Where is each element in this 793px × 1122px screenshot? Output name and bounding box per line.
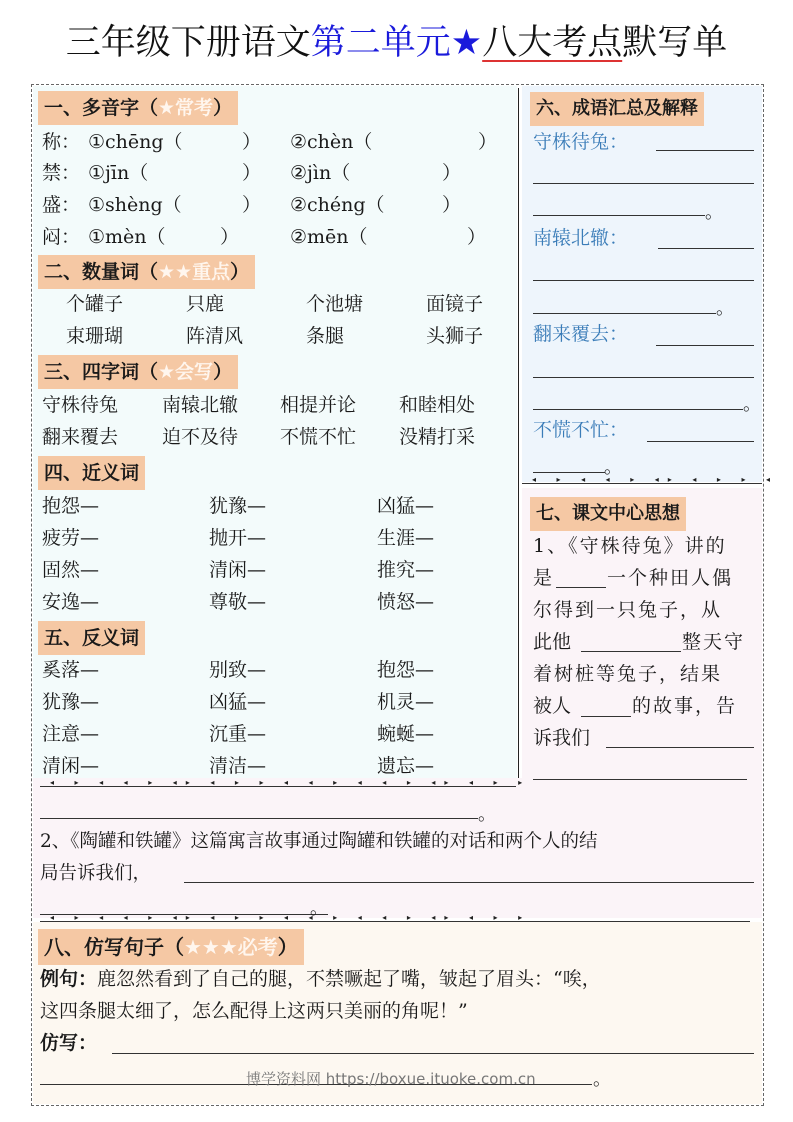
section3-heading: 三、四字词（★会写）	[38, 355, 238, 389]
imitate-answer-line[interactable]	[112, 1053, 754, 1054]
q1-line: 一个种田人偶	[607, 567, 734, 589]
answer-line[interactable]	[556, 587, 606, 588]
q1-line: 尔得到一只兔子，从	[533, 599, 723, 621]
q1-line: 被人	[533, 695, 572, 717]
section7-heading: 七、课文中心思想	[530, 497, 686, 531]
answer-line[interactable]	[647, 441, 754, 442]
period: 。	[705, 202, 723, 223]
section8-heading: 八、仿写句子（★★★必考）	[38, 929, 304, 965]
divider-left-bottom	[40, 786, 516, 788]
section5-heading: 五、反义词	[38, 621, 145, 655]
answer-line[interactable]	[533, 215, 705, 216]
q1-line: 整天守	[682, 631, 746, 653]
answer-line[interactable]	[533, 779, 747, 780]
idiom-label: 不慌不忙：	[533, 419, 629, 441]
answer-line[interactable]	[581, 651, 681, 652]
example-sentence: 例句：鹿忽然看到了自己的腿，不禁噘起了嘴，皱起了眉头：“唉，	[40, 968, 601, 990]
q2-line: 2、《陶罐和铁罐》这篇寓言故事通过陶罐和铁罐的对话和两个人的结	[40, 831, 598, 852]
watermark: 博学资料网 https://boxue.ituoke.com.cn	[246, 1070, 536, 1088]
answer-line[interactable]	[656, 345, 754, 346]
answer-line[interactable]	[533, 377, 754, 378]
answer-line[interactable]	[40, 914, 328, 915]
section4-heading: 四、近义词	[38, 456, 145, 490]
answer-line[interactable]	[656, 150, 754, 151]
answer-line[interactable]	[533, 472, 605, 473]
title-part1: 三年级下册语文	[65, 23, 311, 63]
section2-heading: 二、数量词（★★重点）	[38, 255, 255, 289]
answer-line[interactable]	[606, 747, 754, 748]
imitate-label: 仿写：	[40, 1032, 98, 1054]
period: 。	[478, 804, 496, 825]
period: 。	[593, 1069, 611, 1090]
period: 。	[604, 457, 622, 478]
q1-line: 是	[533, 567, 553, 589]
period: 。	[716, 298, 734, 319]
answer-line[interactable]	[581, 716, 631, 717]
page-title	[0, 18, 793, 68]
example-sentence-line2: 这四条腿太细了，怎么配得上这两只美丽的角呢！”	[40, 1000, 468, 1022]
q2-line: 局告诉我们，	[40, 863, 152, 884]
q1-line: 的故事，告	[632, 695, 738, 717]
title-part4: 默写单	[622, 23, 728, 63]
q1-line: 着树桩等兔子，结果	[533, 663, 723, 685]
column-divider	[518, 88, 520, 778]
title-keypoints: 八大考点	[482, 23, 623, 63]
q1-line: 此他	[533, 631, 572, 653]
idiom-label: 翻来覆去：	[533, 323, 629, 345]
title-unit: 第二单元★	[310, 23, 483, 63]
idiom-label: 南辕北辙：	[533, 227, 629, 249]
idiom-label: 守株待兔：	[533, 131, 629, 153]
q1-line: 诉我们	[533, 727, 591, 749]
section6-heading: 六、成语汇总及解释	[530, 92, 704, 126]
answer-line[interactable]	[658, 248, 754, 249]
divider-right	[522, 483, 762, 485]
q1-line: 1、《守株待兔》讲的	[533, 535, 727, 557]
answer-line[interactable]	[533, 409, 743, 410]
answer-line[interactable]	[533, 313, 716, 314]
answer-line[interactable]	[40, 818, 478, 819]
answer-line[interactable]	[533, 280, 754, 281]
divider-section8	[40, 921, 750, 923]
answer-line[interactable]	[184, 882, 754, 883]
period: 。	[310, 898, 328, 919]
period: 。	[743, 394, 761, 415]
answer-line[interactable]	[533, 183, 754, 184]
section1-heading: 一、多音字（★常考）	[38, 91, 238, 125]
